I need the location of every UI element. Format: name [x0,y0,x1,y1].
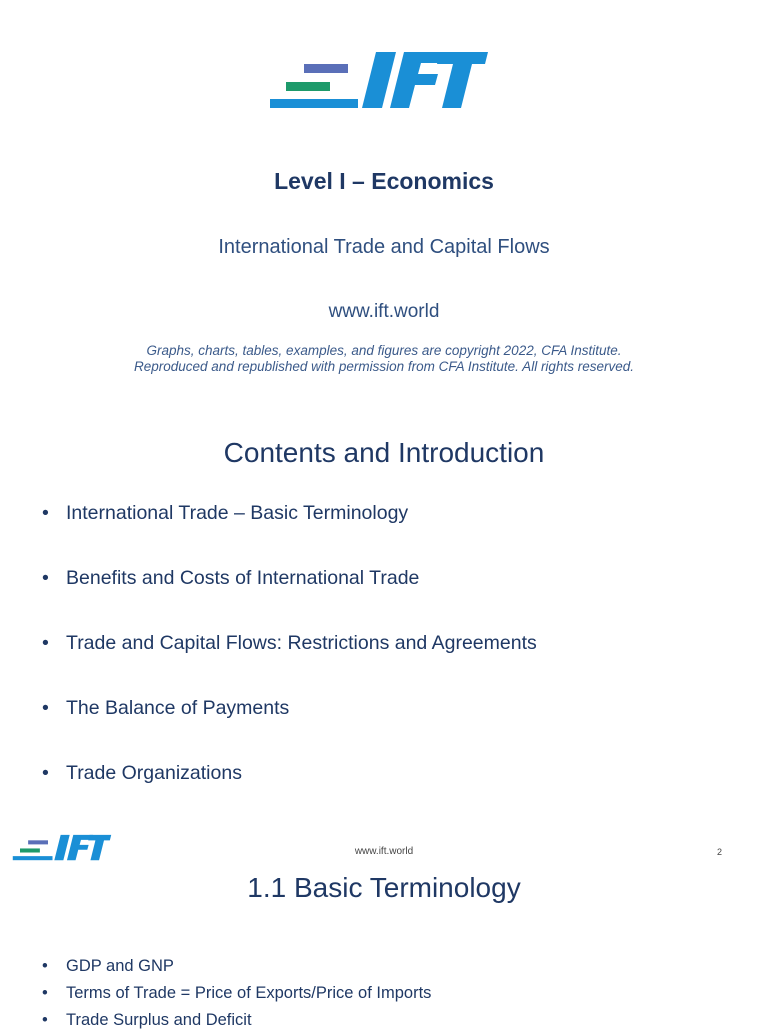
page-number: 2 [717,847,723,857]
contents-item: • The Balance of Payments [42,695,537,760]
logo-letter-t [437,52,488,108]
contents-item: • Trade Organizations [42,760,537,825]
course-title: Level I – Economics [274,168,494,194]
contents-item: • International Trade – Basic Terminology [42,500,537,565]
copyright-notice [0,343,768,375]
contents-item: • Benefits and Costs of International Trade [42,565,537,630]
website-url: www.ift.world [328,301,440,322]
ift-logo [268,50,490,112]
terminology-item: • Terms of Trade = Price of Exports/Price of Imports [42,982,431,1009]
terminology-item: • GDP and GNP [42,955,431,982]
logo-bar-green [286,82,330,91]
logo-letter-i [362,52,396,108]
basic-terminology-heading: 1.1 Basic Terminology [247,872,521,903]
contents-heading: Contents and Introduction [223,437,545,468]
logo-bar-purple [304,64,348,73]
logo-bar-blue [270,99,358,108]
terminology-item: • Trade Surplus and Deficit [42,1009,431,1036]
contents-item: • Trade and Capital Flows: Restrictions and Agreements [42,630,537,695]
footer-url: www.ift.world [354,846,414,857]
copyright-line-2: Reproduced and republished with permission from CFA Institute. All rights reserved. [134,359,634,374]
reading-subtitle: International Trade and Capital Flows [218,236,550,258]
contents-list [42,500,537,825]
copyright-line-1: Graphs, charts, tables, examples, and figures are copyright 2022, CFA Institute. [146,343,622,358]
